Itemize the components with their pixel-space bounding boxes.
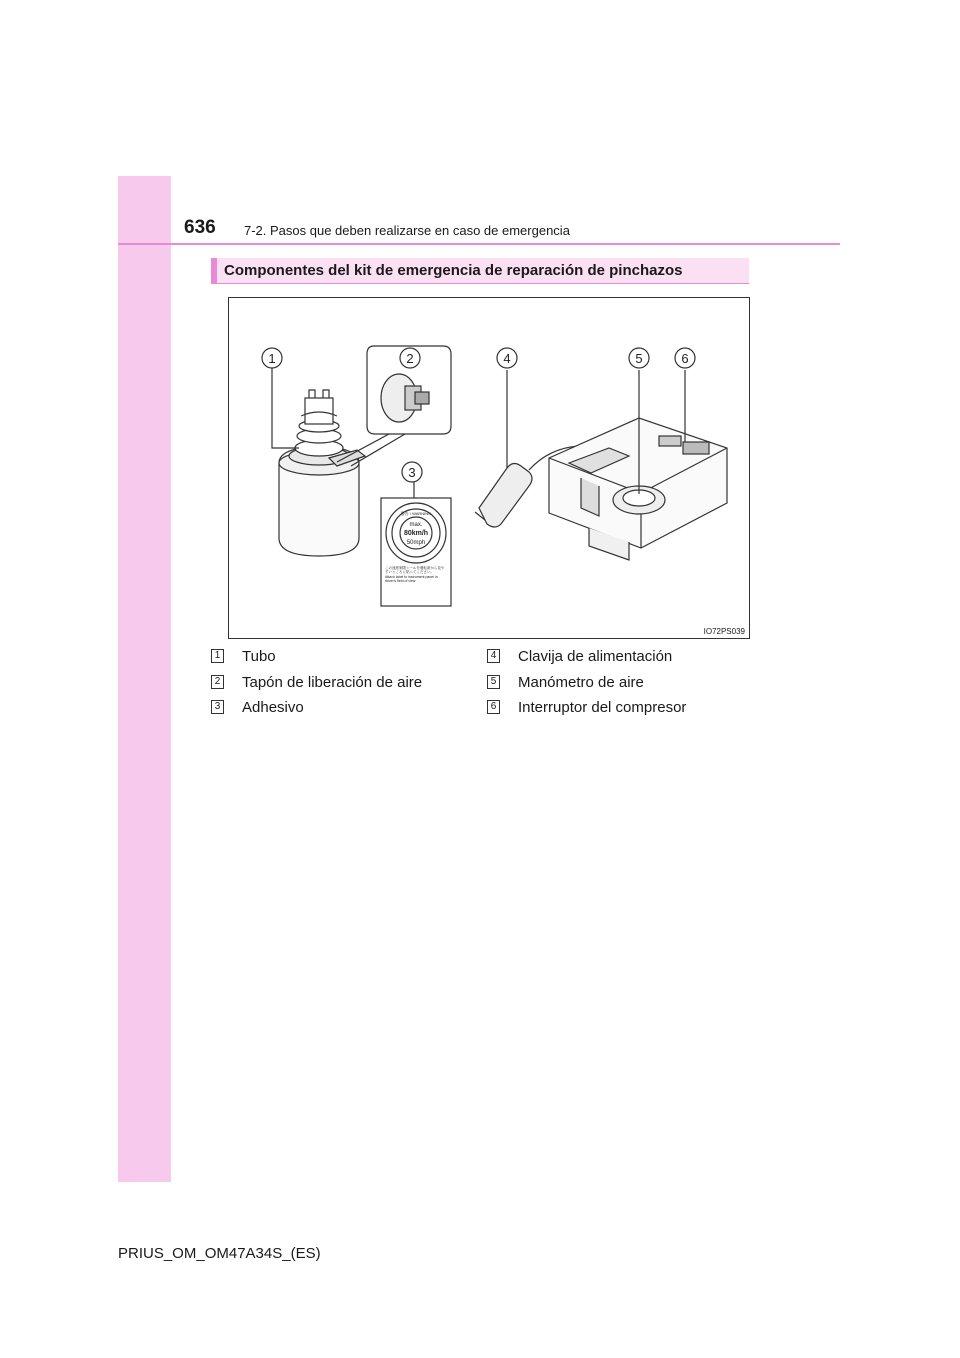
header-divider [118, 243, 840, 245]
legend-label: Adhesivo [242, 699, 304, 716]
heading-marker [211, 258, 217, 283]
sticker-note-en: Attach label to instrument panel in driver's field of view [385, 575, 438, 583]
kit-drawing [229, 298, 749, 638]
sticker-kmh: 80km/h [403, 530, 429, 537]
kit-illustration [228, 297, 750, 639]
legend-number: 6 [487, 700, 500, 714]
legend-number: 2 [211, 675, 224, 689]
section-title: 7-2. Pasos que deben realizarse en caso de emergencia [244, 223, 570, 238]
callout-1-label: 1 [268, 351, 276, 366]
callout-4-label: 4 [503, 351, 511, 366]
legend-item-3 [211, 699, 471, 717]
legend-item-5 [487, 674, 747, 692]
leader-1 [272, 368, 299, 448]
document-code: PRIUS_OM_OM47A34S_(ES) [118, 1245, 321, 1262]
callout-3-label: 3 [408, 465, 416, 480]
compressor [549, 370, 727, 560]
legend-number: 3 [211, 700, 224, 714]
legend-label: Tapón de liberación de aire [242, 674, 423, 691]
figure-code: IO72PS039 [703, 627, 745, 636]
sticker-mph: 50mph [406, 540, 426, 546]
sticker-warning: 警告 / WARNING [400, 511, 432, 516]
legend-item-6 [487, 699, 747, 717]
sealant-bottle [279, 390, 365, 556]
sticker-note-ja: この速度制限シールを運転席から見やすいところに貼ってください。 [385, 566, 445, 574]
legend-number: 4 [487, 649, 500, 663]
air-cap-detail [337, 346, 451, 466]
legend-item-4 [487, 648, 747, 666]
callout-6-label: 6 [681, 351, 689, 366]
heading-text: Componentes del kit de emergencia de reparación de pinchazos [224, 262, 683, 279]
section-heading [211, 258, 749, 284]
legend-label: Manómetro de aire [518, 674, 644, 691]
legend-item-2 [211, 674, 471, 692]
legend-number: 1 [211, 649, 224, 663]
sticker-max: max. [409, 522, 423, 528]
callout-2-label: 2 [406, 351, 414, 366]
legend-number: 5 [487, 675, 500, 689]
side-tab-band [118, 176, 171, 1182]
callout-5-label: 5 [635, 351, 643, 366]
legend-label: Tubo [242, 648, 276, 665]
legend-item-1 [211, 648, 471, 666]
page-number: 636 [184, 217, 216, 238]
legend-label: Clavija de alimentación [518, 648, 673, 665]
legend-label: Interruptor del compresor [518, 699, 687, 716]
